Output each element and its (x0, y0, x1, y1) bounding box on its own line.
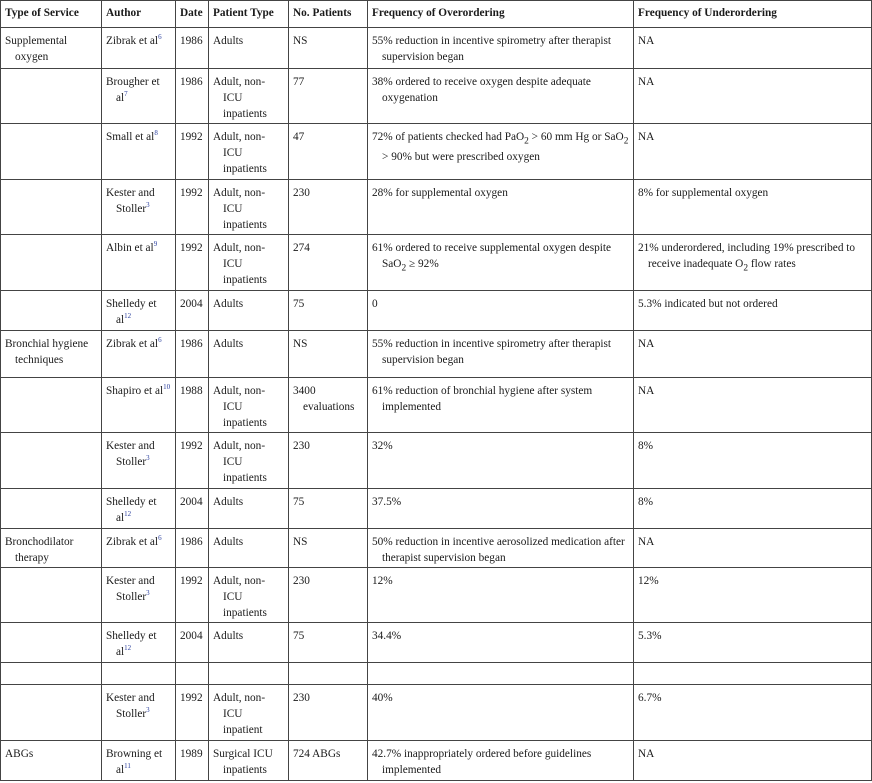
cell-no-patients: 230 (289, 433, 368, 489)
cell-patient-type: Adult, non-ICU inpatients (209, 180, 289, 235)
cell-underordering: NA (634, 741, 872, 781)
cell-overordering: 0 (368, 291, 634, 331)
cell-date: 1988 (176, 378, 209, 433)
header-underordering: Frequency of Underordering (634, 1, 872, 28)
cell-no-patients: 77 (289, 69, 368, 124)
table-row (1, 180, 872, 235)
table-row (1, 69, 872, 124)
cell-underordering: 8% (634, 433, 872, 489)
cell-no-patients: NS (289, 331, 368, 378)
blank-row (1, 663, 872, 685)
cell-underordering: 8% (634, 489, 872, 529)
cell-overordering: 28% for supplemental oxygen (368, 180, 634, 235)
cell-author: Browning et $al^{11}$ (102, 741, 176, 781)
table-row (1, 28, 872, 69)
cell-patient-type: Adult, non-ICU inpatients (209, 69, 289, 124)
cell-no-patients: 230 (289, 180, 368, 235)
cell-no-patients: 230 (289, 685, 368, 741)
blank-cell (209, 663, 289, 685)
cell-underordering: 6.7% (634, 685, 872, 741)
cell-underordering: NA (634, 378, 872, 433)
cell-type: Bronchodilator therapy (1, 529, 102, 568)
cell-author: Zibrak et $al^6$ (102, 529, 176, 568)
cell-type (1, 180, 102, 235)
cell-overordering: 12% (368, 568, 634, 623)
reference-link[interactable]: 11 (124, 762, 131, 771)
cell-overordering: 50% reduction in incentive aerosolized medication after therapist supervision began (368, 529, 634, 568)
cell-date: 2004 (176, 291, 209, 331)
cell-no-patients: 75 (289, 489, 368, 529)
cell-overordering: 40% (368, 685, 634, 741)
cell-type: ABGs (1, 741, 102, 781)
table-row (1, 685, 872, 741)
cell-date: 1992 (176, 180, 209, 235)
cell-underordering: 5.3% indicated but not ordered (634, 291, 872, 331)
cell-type (1, 623, 102, 663)
cell-patient-type: Adult, non-ICU inpatient (209, 685, 289, 741)
cell-author: Shapiro et $al^{10}$ (102, 378, 176, 433)
blank-cell (368, 663, 634, 685)
cell-overordering: 61% reduction of bronchial hygiene after system implemented (368, 378, 634, 433)
blank-cell (634, 663, 872, 685)
reference-link[interactable]: 8 (154, 129, 158, 138)
cell-author: Kester and Stoller$^3$ (102, 180, 176, 235)
cell-overordering: 34.4% (368, 623, 634, 663)
cell-type: Bronchial hygiene techniques (1, 331, 102, 378)
cell-date: 1986 (176, 331, 209, 378)
table-row (1, 529, 872, 568)
reference-link[interactable]: 6 (158, 534, 162, 543)
reference-link[interactable]: 3 (146, 706, 150, 715)
cell-overordering: 32% (368, 433, 634, 489)
cell-patient-type: Adult, non-ICU inpatients (209, 124, 289, 180)
cell-date: 1986 (176, 28, 209, 69)
header-no-patients: No. Patients (289, 1, 368, 28)
reference-link[interactable]: 3 (146, 454, 150, 463)
header-row (1, 1, 872, 28)
cell-type (1, 489, 102, 529)
table-row (1, 741, 872, 781)
cell-type (1, 291, 102, 331)
cell-type: Supplemental oxygen (1, 28, 102, 69)
cell-overordering: 72% of patients checked had PaO$_2$ > 60 mm Hg or SaO$_2$ > 90% but were prescribed oxygen (368, 124, 634, 180)
table-row (1, 568, 872, 623)
cell-no-patients: NS (289, 529, 368, 568)
cell-date: 1989 (176, 741, 209, 781)
cell-no-patients: 724 ABGs (289, 741, 368, 781)
table-row (1, 291, 872, 331)
cell-underordering: NA (634, 124, 872, 180)
cell-author: Brougher et $al^7$ (102, 69, 176, 124)
cell-author: Kester and Stoller$^3$ (102, 568, 176, 623)
reference-link[interactable]: 3 (146, 201, 150, 210)
cell-overordering: 37.5% (368, 489, 634, 529)
cell-author: Albin et $al^9$ (102, 235, 176, 291)
cell-patient-type: Adults (209, 529, 289, 568)
cell-underordering: 12% (634, 568, 872, 623)
cell-type (1, 568, 102, 623)
cell-date: 1986 (176, 69, 209, 124)
cell-type (1, 378, 102, 433)
header-type-of-service: Type of Service (1, 1, 102, 28)
cell-author: Shelledy et $al^{12}$ (102, 291, 176, 331)
cell-no-patients: 230 (289, 568, 368, 623)
cell-underordering: NA (634, 529, 872, 568)
cell-date: 1992 (176, 124, 209, 180)
cell-date: 2004 (176, 489, 209, 529)
cell-author: Zibrak et $al^6$ (102, 331, 176, 378)
header-author: Author (102, 1, 176, 28)
cell-date: 1992 (176, 235, 209, 291)
reference-link[interactable]: 12 (124, 312, 132, 321)
cell-type (1, 433, 102, 489)
cell-date: 1992 (176, 433, 209, 489)
table-row (1, 235, 872, 291)
reference-link[interactable]: 12 (124, 510, 132, 519)
cell-no-patients: 274 (289, 235, 368, 291)
cell-overordering: 38% ordered to receive oxygen despite adequate oxygenation (368, 69, 634, 124)
cell-author: Zibrak et $al^6$ (102, 28, 176, 69)
cell-patient-type: Adult, non-ICU inpatients (209, 378, 289, 433)
cell-patient-type: Adult, non-ICU inpatients (209, 433, 289, 489)
cell-patient-type: Adults (209, 623, 289, 663)
reference-link[interactable]: 6 (158, 336, 162, 345)
cell-no-patients: 75 (289, 291, 368, 331)
cell-author: Shelledy et $al^{12}$ (102, 623, 176, 663)
cell-author: Shelledy et $al^{12}$ (102, 489, 176, 529)
cell-patient-type: Adult, non-ICU inpatients (209, 235, 289, 291)
cell-underordering: NA (634, 69, 872, 124)
header-overordering: Frequency of Overordering (368, 1, 634, 28)
cell-no-patients: 3400 evaluations (289, 378, 368, 433)
cell-underordering: 8% for supplemental oxygen (634, 180, 872, 235)
cell-patient-type: Surgical ICU inpatients (209, 741, 289, 781)
cell-no-patients: 75 (289, 623, 368, 663)
header-date: Date (176, 1, 209, 28)
cell-type (1, 69, 102, 124)
cell-author: Kester and Stoller$^3$ (102, 433, 176, 489)
table-row (1, 124, 872, 180)
cell-overordering: 55% reduction in incentive spirometry after therapist supervision began (368, 331, 634, 378)
table-row (1, 623, 872, 663)
cell-patient-type: Adult, non-ICU inpatients (209, 568, 289, 623)
cell-date: 1992 (176, 685, 209, 741)
cell-patient-type: Adults (209, 28, 289, 69)
reference-link[interactable]: 12 (124, 644, 132, 653)
reference-link[interactable]: 9 (153, 240, 158, 249)
cell-overordering: 42.7% inappropriately ordered before guidelines implemented (368, 741, 634, 781)
table-row (1, 331, 872, 378)
blank-cell (102, 663, 176, 685)
cell-no-patients: NS (289, 28, 368, 69)
blank-cell (1, 663, 102, 685)
cell-no-patients: 47 (289, 124, 368, 180)
table-row (1, 433, 872, 489)
cell-overordering: 61% ordered to receive supplemental oxygen despite SaO$_2$ ≥ 92% (368, 235, 634, 291)
cell-type (1, 235, 102, 291)
cell-underordering: NA (634, 331, 872, 378)
cell-patient-type: Adults (209, 489, 289, 529)
cell-overordering: 55% reduction in incentive spirometry after therapist supervision began (368, 28, 634, 69)
table-row (1, 489, 872, 529)
header-patient-type: Patient Type (209, 1, 289, 28)
cell-type (1, 124, 102, 180)
cell-underordering: 5.3% (634, 623, 872, 663)
cell-date: 1992 (176, 568, 209, 623)
cell-patient-type: Adults (209, 291, 289, 331)
cell-patient-type: Adults (209, 331, 289, 378)
cell-date: 2004 (176, 623, 209, 663)
reference-link[interactable]: 7 (124, 90, 128, 99)
reference-link[interactable]: 3 (146, 589, 150, 598)
reference-link[interactable]: 6 (158, 33, 162, 42)
reference-link[interactable]: 10 (163, 383, 171, 392)
blank-cell (289, 663, 368, 685)
cell-underordering: NA (634, 28, 872, 69)
table-row (1, 378, 872, 433)
blank-cell (176, 663, 209, 685)
cell-type (1, 685, 102, 741)
cell-author: Small et $al^8$ (102, 124, 176, 180)
cell-underordering: 21% underordered, including 19% prescribed to receive inadequate $O_2$ flow rates (634, 235, 872, 291)
cell-author: Kester and Stoller$^3$ (102, 685, 176, 741)
cell-date: 1986 (176, 529, 209, 568)
